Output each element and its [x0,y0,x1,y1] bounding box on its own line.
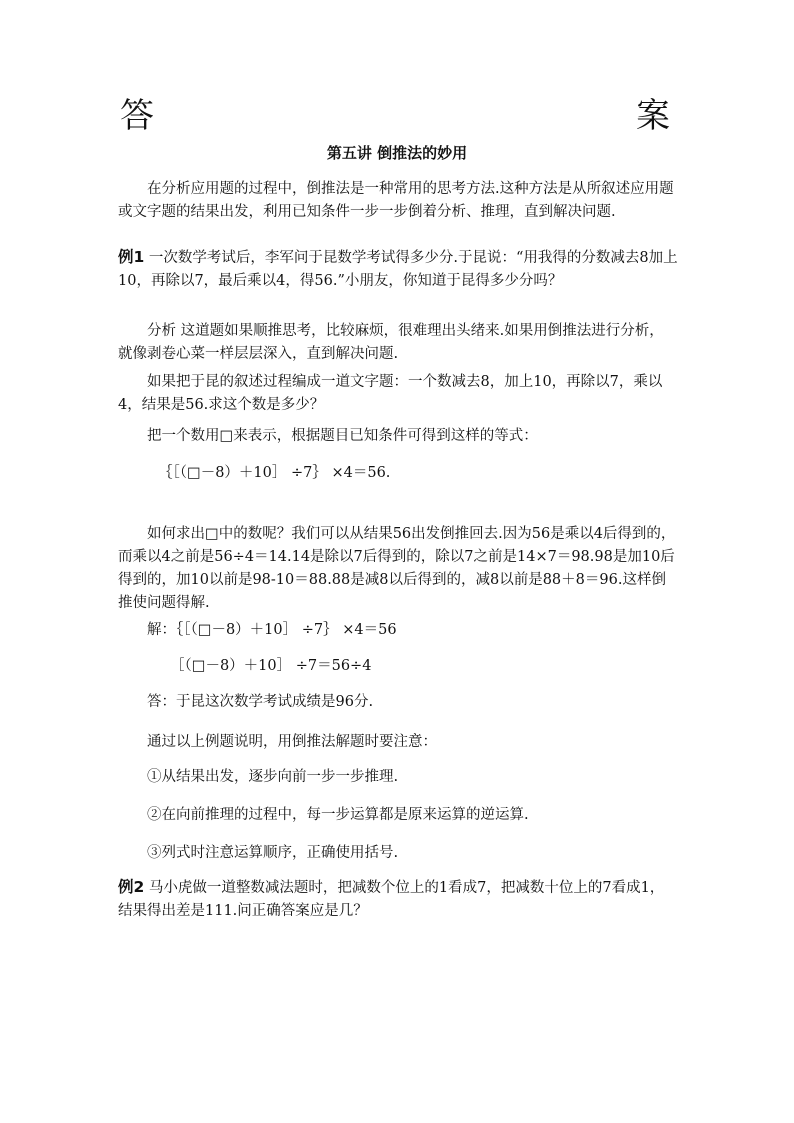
note-3: ③列式时注意运算顺序，正确使用括号. [147,845,399,861]
restate-paragraph: 如果把于昆的叙述过程编成一道文字题：一个数减去8，加上10，再除以7，乘以4，结果是56.求这个数是多少？ [118,374,663,413]
box-intro-paragraph: 把一个数用□来表示，根据题目已知条件可得到这样的等式： [147,428,538,444]
note-1: ①从结果出发，逐步向前一步一步推理. [147,769,399,785]
example1-text: 一次数学考试后，李军问于昆数学考试得多少分.于昆说：“用我得的分数减去8加上10，再除以7，最后乘以4，得56.”小朋友，你知道于昆得多少分吗？ [118,250,678,289]
reasoning-paragraph: 如何求出□中的数呢？我们可以从结果56出发倒推回去.因为56是乘以4后得到的，而乘以4之前是56÷4＝14.14是除以7后得到的，除以7之前是14×7＝98.98是加10后得到的，加10以前是98-10＝88.88是减8以后得到的，减8以前是88＋8＝96.这样倒推使问题得解. [118,526,676,611]
example2-text: 马小虎做一道整数减法题时，把减数个位上的1看成7，把减数十位上的7看成1，结果得出差是111.问正确答案应是几？ [118,880,665,919]
note-2: ②在向前推理的过程中，每一步运算都是原来运算的逆运算. [147,807,529,823]
header-solution-char: 案 [636,96,670,136]
lecture-title: 第五讲 倒推法的妙用 [326,144,468,162]
header-answer-char: 答 [120,96,154,136]
example1-label: 例1 [118,248,145,266]
solution-line-2: ［（□－8）＋10］ ÷7＝56÷4 [170,658,372,674]
intro-paragraph: 在分析应用题的过程中，倒推法是一种常用的思考方法.这种方法是从所叙述应用题或文字题的结果出发，利用已知条件一步一步倒着分析、推理，直到解决问题. [118,181,674,220]
example1-paragraph [118,246,678,293]
answer-paragraph: 答：于昆这次数学考试成绩是96分. [147,694,374,710]
analysis-paragraph: 分析 这道题如果顺推思考，比较麻烦，很难理出头绪来.如果用倒推法进行分析，就像剥卷心菜一样层层深入，直到解决问题. [118,323,664,362]
solution-line-1: 解：｛［（□－8）＋10］ ÷7｝ ×4＝56 [147,622,397,638]
example2-label: 例2 [118,878,145,896]
equation-1: ｛［（□－8）＋10］ ÷7｝ ×4＝56. [158,465,391,481]
notes-intro: 通过以上例题说明，用倒推法解题时要注意： [147,734,437,750]
example2-paragraph [118,876,678,923]
